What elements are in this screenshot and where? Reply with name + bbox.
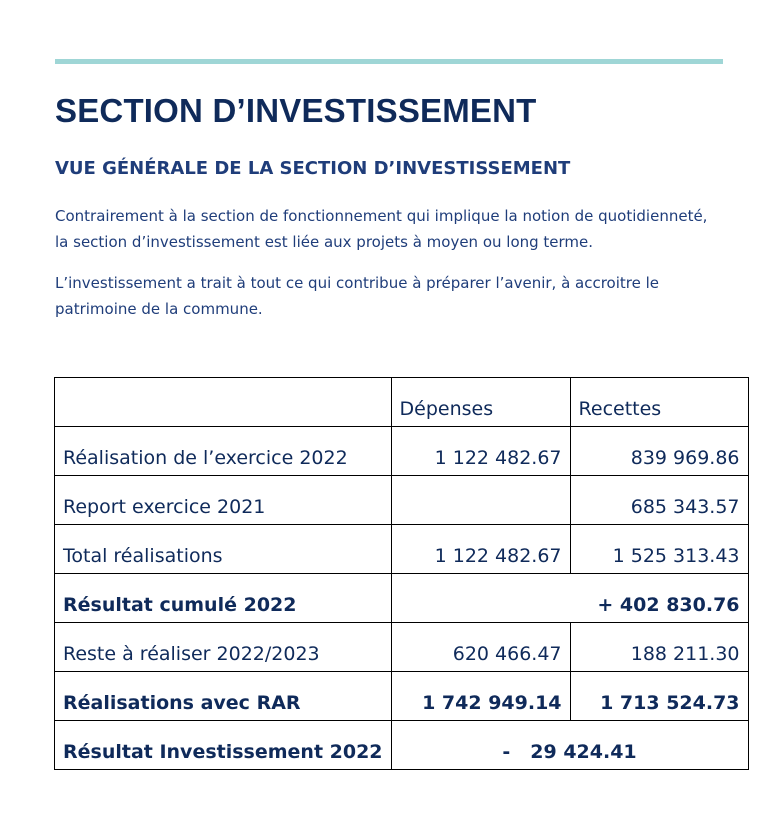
row-recettes: 839 969.86	[570, 427, 748, 476]
row-depenses	[391, 476, 570, 525]
row-label: Résultat cumulé 2022	[55, 574, 392, 623]
definition-paragraph	[55, 270, 735, 322]
table-row	[55, 623, 749, 672]
intro-line-2: la section d’investissement est liée aux projets à moyen ou long terme.	[55, 233, 594, 251]
intro-line-1: Contrairement à la section de fonctionnement qui implique la notion de quotidienneté,	[55, 207, 708, 225]
page-title: SECTION D’INVESTISSEMENT	[55, 92, 537, 129]
row-recettes: 188 211.30	[570, 623, 748, 672]
row-recettes: 685 343.57	[570, 476, 748, 525]
table-row	[55, 427, 749, 476]
header-depenses: Dépenses	[391, 378, 570, 427]
investment-summary-table	[54, 377, 749, 770]
definition-line-1: L’investissement a trait à tout ce qui contribue à préparer l’avenir, à accroitre le	[55, 274, 660, 292]
row-recettes: 1 525 313.43	[570, 525, 748, 574]
row-depenses: 1 122 482.67	[391, 525, 570, 574]
table-header-row	[55, 378, 749, 427]
row-label: Total réalisations	[55, 525, 392, 574]
row-label: Reste à réaliser 2022/2023	[55, 623, 392, 672]
row-depenses: 1 122 482.67	[391, 427, 570, 476]
top-accent-rule	[55, 59, 723, 64]
final-result-value: 29 424.41	[530, 741, 637, 763]
table-row-total	[55, 672, 749, 721]
section-subtitle: VUE GÉNÉRALE DE LA SECTION D’INVESTISSEMENT	[55, 158, 571, 179]
row-depenses: 620 466.47	[391, 623, 570, 672]
header-empty-cell	[55, 378, 392, 427]
intro-paragraph	[55, 203, 735, 255]
table-row	[55, 476, 749, 525]
row-recettes: 1 713 524.73	[570, 672, 748, 721]
table-row-final-result	[55, 721, 749, 770]
row-label: Résultat Investissement 2022	[55, 721, 392, 770]
final-result-cell	[391, 721, 748, 770]
table-row-result	[55, 574, 749, 623]
definition-line-2: patrimoine de la commune.	[55, 300, 263, 318]
row-label: Report exercice 2021	[55, 476, 392, 525]
row-depenses: 1 742 949.14	[391, 672, 570, 721]
row-label: Réalisation de l’exercice 2022	[55, 427, 392, 476]
row-label: Réalisations avec RAR	[55, 672, 392, 721]
header-recettes: Recettes	[570, 378, 748, 427]
negative-sign: -	[502, 741, 511, 763]
table-row	[55, 525, 749, 574]
cumulative-result-value: + 402 830.76	[391, 574, 748, 623]
